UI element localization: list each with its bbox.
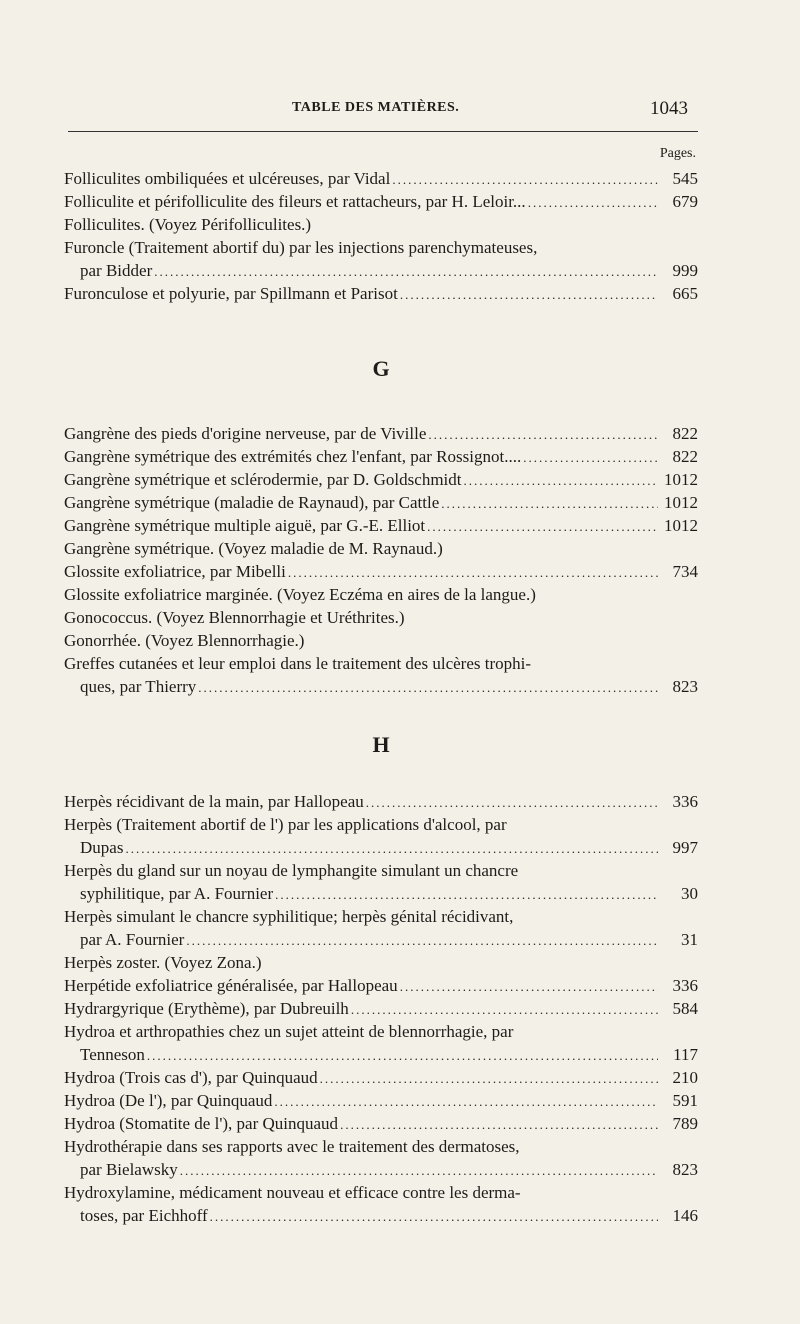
dot-leader xyxy=(366,791,658,814)
entry-page-number: 823 xyxy=(672,677,698,696)
index-entry xyxy=(64,560,698,583)
entry-page-number: 117 xyxy=(673,1045,698,1064)
index-entry xyxy=(64,583,698,606)
entry-title: Tenneson xyxy=(80,1045,145,1064)
dot-leader xyxy=(180,1159,658,1182)
dot-leader xyxy=(210,1205,658,1228)
entry-text-continuation xyxy=(64,1043,698,1067)
entry-page-number: 822 xyxy=(672,447,698,466)
index-entry xyxy=(64,422,698,445)
section-letter: G xyxy=(372,356,390,381)
entry-text xyxy=(64,445,698,469)
entry-title: Folliculites. (Voyez Périfolliculites.) xyxy=(64,215,312,234)
entry-page-number: 146 xyxy=(672,1206,698,1225)
entry-title: Gangrène des pieds d'origine nerveuse, par de Viville xyxy=(64,424,427,443)
entry-title: Herpès zoster. (Voyez Zona.) xyxy=(64,953,262,972)
dot-leader xyxy=(427,515,658,538)
index-entry xyxy=(64,514,698,537)
index-entry xyxy=(64,1112,698,1135)
entry-text-continuation xyxy=(64,1204,698,1228)
entry-text xyxy=(64,1112,698,1136)
entry-page-number: 734 xyxy=(672,562,698,581)
index-entry xyxy=(64,236,698,282)
index-entry xyxy=(64,629,698,652)
entry-title: Gonococcus. (Voyez Blennorrhagie et Uréthrites.) xyxy=(64,608,405,627)
index-entry xyxy=(64,859,698,905)
entry-title: Folliculites ombiliquées et ulcéreuses, par Vidal xyxy=(64,169,391,188)
entry-page-number: 545 xyxy=(672,169,698,188)
index-entry xyxy=(64,167,698,190)
entry-title: Herpès simulant le chancre syphilitique; herpès génital récidivant, xyxy=(64,907,514,926)
dot-leader xyxy=(463,469,658,492)
dot-leader xyxy=(288,561,658,584)
entry-page-number: 665 xyxy=(672,284,698,303)
index-entry xyxy=(64,1066,698,1089)
dot-leader xyxy=(340,1113,658,1136)
entry-title: Hydroa (Stomatite de l'), par Quinquaud xyxy=(64,1114,339,1133)
dot-leader xyxy=(198,676,658,699)
index-entry xyxy=(64,491,698,514)
entry-text xyxy=(64,997,698,1021)
entry-title: Gangrène symétrique des extrémités chez l'enfant, par Rossignot.... xyxy=(64,447,522,466)
entry-text xyxy=(64,905,698,928)
dot-leader xyxy=(528,191,658,214)
dot-leader xyxy=(320,1067,658,1090)
entry-page-number: 822 xyxy=(672,424,698,443)
dot-leader xyxy=(351,998,658,1021)
index-entry xyxy=(64,1181,698,1227)
entry-text xyxy=(64,790,698,814)
entry-text xyxy=(64,213,698,236)
entry-page-number: 1012 xyxy=(664,470,698,489)
dot-leader xyxy=(275,883,658,906)
entry-page-number: 789 xyxy=(672,1114,698,1133)
index-entry xyxy=(64,1020,698,1066)
entry-text-continuation xyxy=(64,928,698,952)
dot-leader xyxy=(400,283,658,306)
entry-page-number: 591 xyxy=(672,1091,698,1110)
index-entry xyxy=(64,606,698,629)
entry-text xyxy=(64,560,698,584)
entry-title: Hydroa (Trois cas d'), par Quinquaud xyxy=(64,1068,318,1087)
index-entry xyxy=(64,1135,698,1181)
entry-title: Glossite exfoliatrice, par Mibelli xyxy=(64,562,286,581)
entry-text xyxy=(64,468,698,492)
entry-title: Gangrène symétrique multiple aiguë, par G.-E. Elliot xyxy=(64,516,426,535)
running-title: TABLE DES MATIÈRES. xyxy=(292,100,460,115)
entry-title: Herpès récidivant de la main, par Hallopeau xyxy=(64,792,364,811)
entry-text-continuation xyxy=(64,1158,698,1182)
index-entry xyxy=(64,951,698,974)
entry-list xyxy=(64,422,698,698)
entry-title: Hydroa (De l'), par Quinquaud xyxy=(64,1091,273,1110)
pages-column-label: Pages. xyxy=(659,146,696,161)
entry-text xyxy=(64,422,698,446)
dot-leader xyxy=(392,168,658,191)
entry-text xyxy=(64,167,698,191)
entry-title: Greffes cutanées et leur emploi dans le traitement des ulcères trophi- xyxy=(64,654,532,673)
entry-text xyxy=(64,1135,698,1158)
entry-title: Furoncle (Traitement abortif du) par les injections parenchymateuses, xyxy=(64,238,538,257)
entry-title: Gangrène symétrique (maladie de Raynaud), par Cattle xyxy=(64,493,440,512)
entry-page-number: 823 xyxy=(672,1160,698,1179)
entry-text xyxy=(64,951,698,974)
dot-leader xyxy=(274,1090,658,1113)
entry-text xyxy=(64,1066,698,1090)
entry-text xyxy=(64,514,698,538)
entry-text xyxy=(64,813,698,836)
dot-leader xyxy=(400,975,658,998)
entry-text-continuation xyxy=(64,882,698,906)
entry-title: Gangrène symétrique. (Voyez maladie de M. Raynaud.) xyxy=(64,539,443,558)
index-entry xyxy=(64,282,698,305)
entry-title: toses, par Eichhoff xyxy=(80,1206,208,1225)
entry-page-number: 679 xyxy=(672,192,698,211)
dot-leader xyxy=(186,929,658,952)
entry-title: Herpès (Traitement abortif de l') par les applications d'alcool, par xyxy=(64,815,507,834)
index-entry xyxy=(64,468,698,491)
entry-title: Hydroxylamine, médicament nouveau et efficace contre les derma- xyxy=(64,1183,521,1202)
entry-text xyxy=(64,583,698,606)
entry-page-number: 1012 xyxy=(664,516,698,535)
entry-title: Hydrothérapie dans ses rapports avec le traitement des dermatoses, xyxy=(64,1137,520,1156)
entry-title: par A. Fournier xyxy=(80,930,185,949)
dot-leader xyxy=(154,260,658,283)
index-entry xyxy=(64,537,698,560)
entry-page-number: 999 xyxy=(672,261,698,280)
header-rule xyxy=(68,131,698,132)
index-entry xyxy=(64,974,698,997)
entry-text xyxy=(64,652,698,675)
index-entry xyxy=(64,213,698,236)
entry-title: ques, par Thierry xyxy=(80,677,197,696)
entry-page-number: 584 xyxy=(672,999,698,1018)
entry-page-number: 997 xyxy=(672,838,698,857)
entry-text xyxy=(64,190,698,214)
dot-leader xyxy=(428,423,658,446)
entry-list xyxy=(64,790,698,1227)
entry-title: Folliculite et périfolliculite des fileurs et rattacheurs, par H. Leloir... xyxy=(64,192,526,211)
index-entry xyxy=(64,190,698,213)
entry-page-number: 336 xyxy=(672,792,698,811)
entry-text xyxy=(64,859,698,882)
section-letter: H xyxy=(372,732,390,757)
entry-title: Gangrène symétrique et sclérodermie, par D. Goldschmidt xyxy=(64,470,462,489)
entry-text xyxy=(64,1020,698,1043)
entry-title: Dupas xyxy=(80,838,124,857)
entry-title: Furonculose et polyurie, par Spillmann et Parisot xyxy=(64,284,398,303)
entry-page-number: 31 xyxy=(681,930,698,949)
index-entry xyxy=(64,813,698,859)
index-entry xyxy=(64,790,698,813)
entry-text xyxy=(64,282,698,306)
entry-title: Gonorrhée. (Voyez Blennorrhagie.) xyxy=(64,631,305,650)
entry-title: Herpétide exfoliatrice généralisée, par Hallopeau xyxy=(64,976,398,995)
dot-leader xyxy=(441,492,658,515)
entry-text-continuation xyxy=(64,259,698,283)
entry-title: par Bidder xyxy=(80,261,153,280)
index-entry xyxy=(64,445,698,468)
index-entry xyxy=(64,997,698,1020)
entry-text xyxy=(64,1089,698,1113)
entry-text xyxy=(64,537,698,560)
entry-text xyxy=(64,1181,698,1204)
entry-text xyxy=(64,974,698,998)
entry-page-number: 336 xyxy=(672,976,698,995)
index-entry xyxy=(64,905,698,951)
entry-text xyxy=(64,629,698,652)
entry-title: Herpès du gland sur un noyau de lymphangite simulant un chancre xyxy=(64,861,519,880)
entry-text xyxy=(64,236,698,259)
entry-title: Hydroa et arthropathies chez un sujet atteint de blennorrhagie, par xyxy=(64,1022,514,1041)
entry-title: Hydrargyrique (Erythème), par Dubreuilh xyxy=(64,999,349,1018)
entry-title: par Bielawsky xyxy=(80,1160,178,1179)
index-entry xyxy=(64,652,698,698)
entry-title: syphilitique, par A. Fournier xyxy=(80,884,274,903)
entry-text xyxy=(64,606,698,629)
dot-leader xyxy=(125,837,658,860)
entry-page-number: 30 xyxy=(681,884,698,903)
entry-text-continuation xyxy=(64,675,698,699)
entry-text xyxy=(64,491,698,515)
entry-page-number: 210 xyxy=(672,1068,698,1087)
page-number: 1043 xyxy=(650,98,688,119)
dot-leader xyxy=(147,1044,658,1067)
index-entry xyxy=(64,1089,698,1112)
entry-page-number: 1012 xyxy=(664,493,698,512)
entry-title: Glossite exfoliatrice marginée. (Voyez Eczéma en aires de la langue.) xyxy=(64,585,536,604)
dot-leader xyxy=(523,446,658,469)
entry-text-continuation xyxy=(64,836,698,860)
entry-list xyxy=(64,167,698,305)
